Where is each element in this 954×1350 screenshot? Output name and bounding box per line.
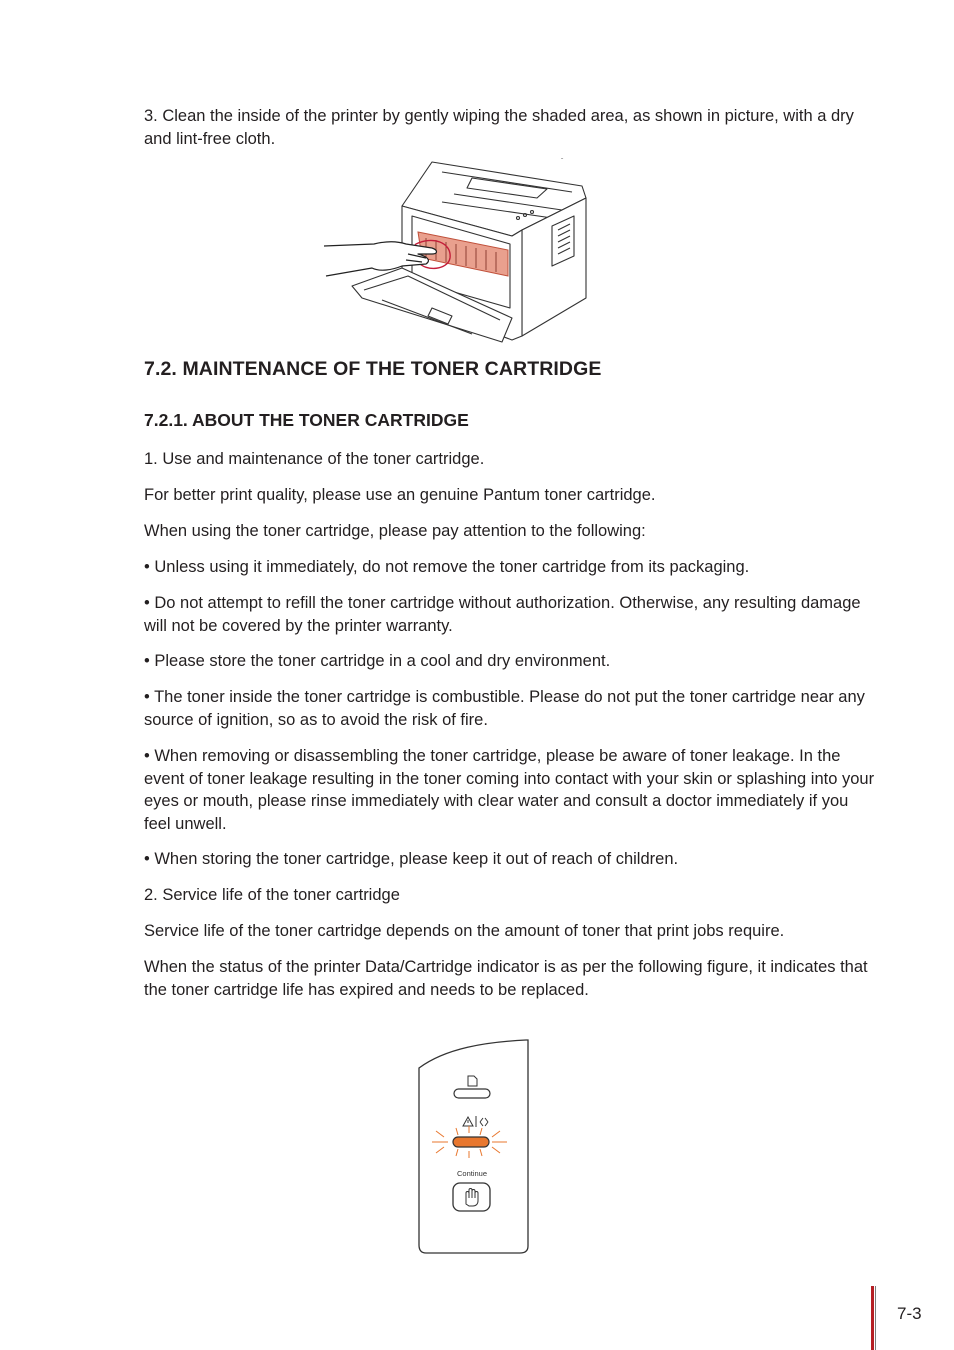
- footer-accent-bar: [871, 1286, 874, 1350]
- paragraph: 2. Service life of the toner cartridge: [144, 886, 400, 904]
- subsection-heading: 7.2.1. ABOUT THE TONER CARTRIDGE: [144, 410, 469, 430]
- paragraph: When using the toner cartridge, please pay attention to the following:: [144, 522, 646, 540]
- paragraph: When the status of the printer Data/Cartridge indicator is as per the following figure, it indicates that the toner cartridge life has expired and needs to be replaced.: [144, 958, 868, 999]
- bullet-item: • Unless using it immediately, do not remove the toner cartridge from its packaging.: [144, 558, 750, 576]
- bullet-item: • The toner inside the toner cartridge is combustible. Please do not put the toner cartridge near any source of ignition, so as to avoid the risk of fire.: [144, 688, 865, 729]
- paragraph: 1. Use and maintenance of the toner cartridge.: [144, 450, 485, 468]
- bullet-item: • Do not attempt to refill the toner cartridge without authorization. Otherwise, any resulting damage will not be covered by the printer warranty.: [144, 594, 861, 635]
- bullet-item: • When storing the toner cartridge, please keep it out of reach of children.: [144, 850, 679, 868]
- paragraph: Service life of the toner cartridge depends on the amount of toner that print jobs require.: [144, 922, 785, 940]
- footer-divider: [875, 1286, 876, 1350]
- cartridge-indicator-lit: [453, 1137, 489, 1147]
- paragraph: For better print quality, please use an genuine Pantum toner cartridge.: [144, 486, 656, 504]
- section-heading: 7.2. MAINTENANCE OF THE TONER CARTRIDGE: [144, 358, 602, 380]
- bullet-item: • Please store the toner cartridge in a cool and dry environment.: [144, 652, 611, 670]
- panel-outline: [416, 1038, 532, 1256]
- bullet-item: • When removing or disassembling the toner cartridge, please be aware of toner leakage. In the event of toner leakage resulting in the toner coming into contact with your skin or splashing into your eyes or mouth, please rinse immediately with clear water and consult a doctor immediately if you feel unwell.: [144, 747, 875, 833]
- printer-cleaning-illustration: [322, 158, 590, 344]
- step3-text: 3. Clean the inside of the printer by gently wiping the shaded area, as shown in picture, with a dry and lint-free cloth.: [144, 107, 854, 148]
- control-panel-figure: [416, 1038, 532, 1256]
- continue-button-label: Continue: [456, 1169, 488, 1178]
- page-number: 7-3: [897, 1304, 922, 1323]
